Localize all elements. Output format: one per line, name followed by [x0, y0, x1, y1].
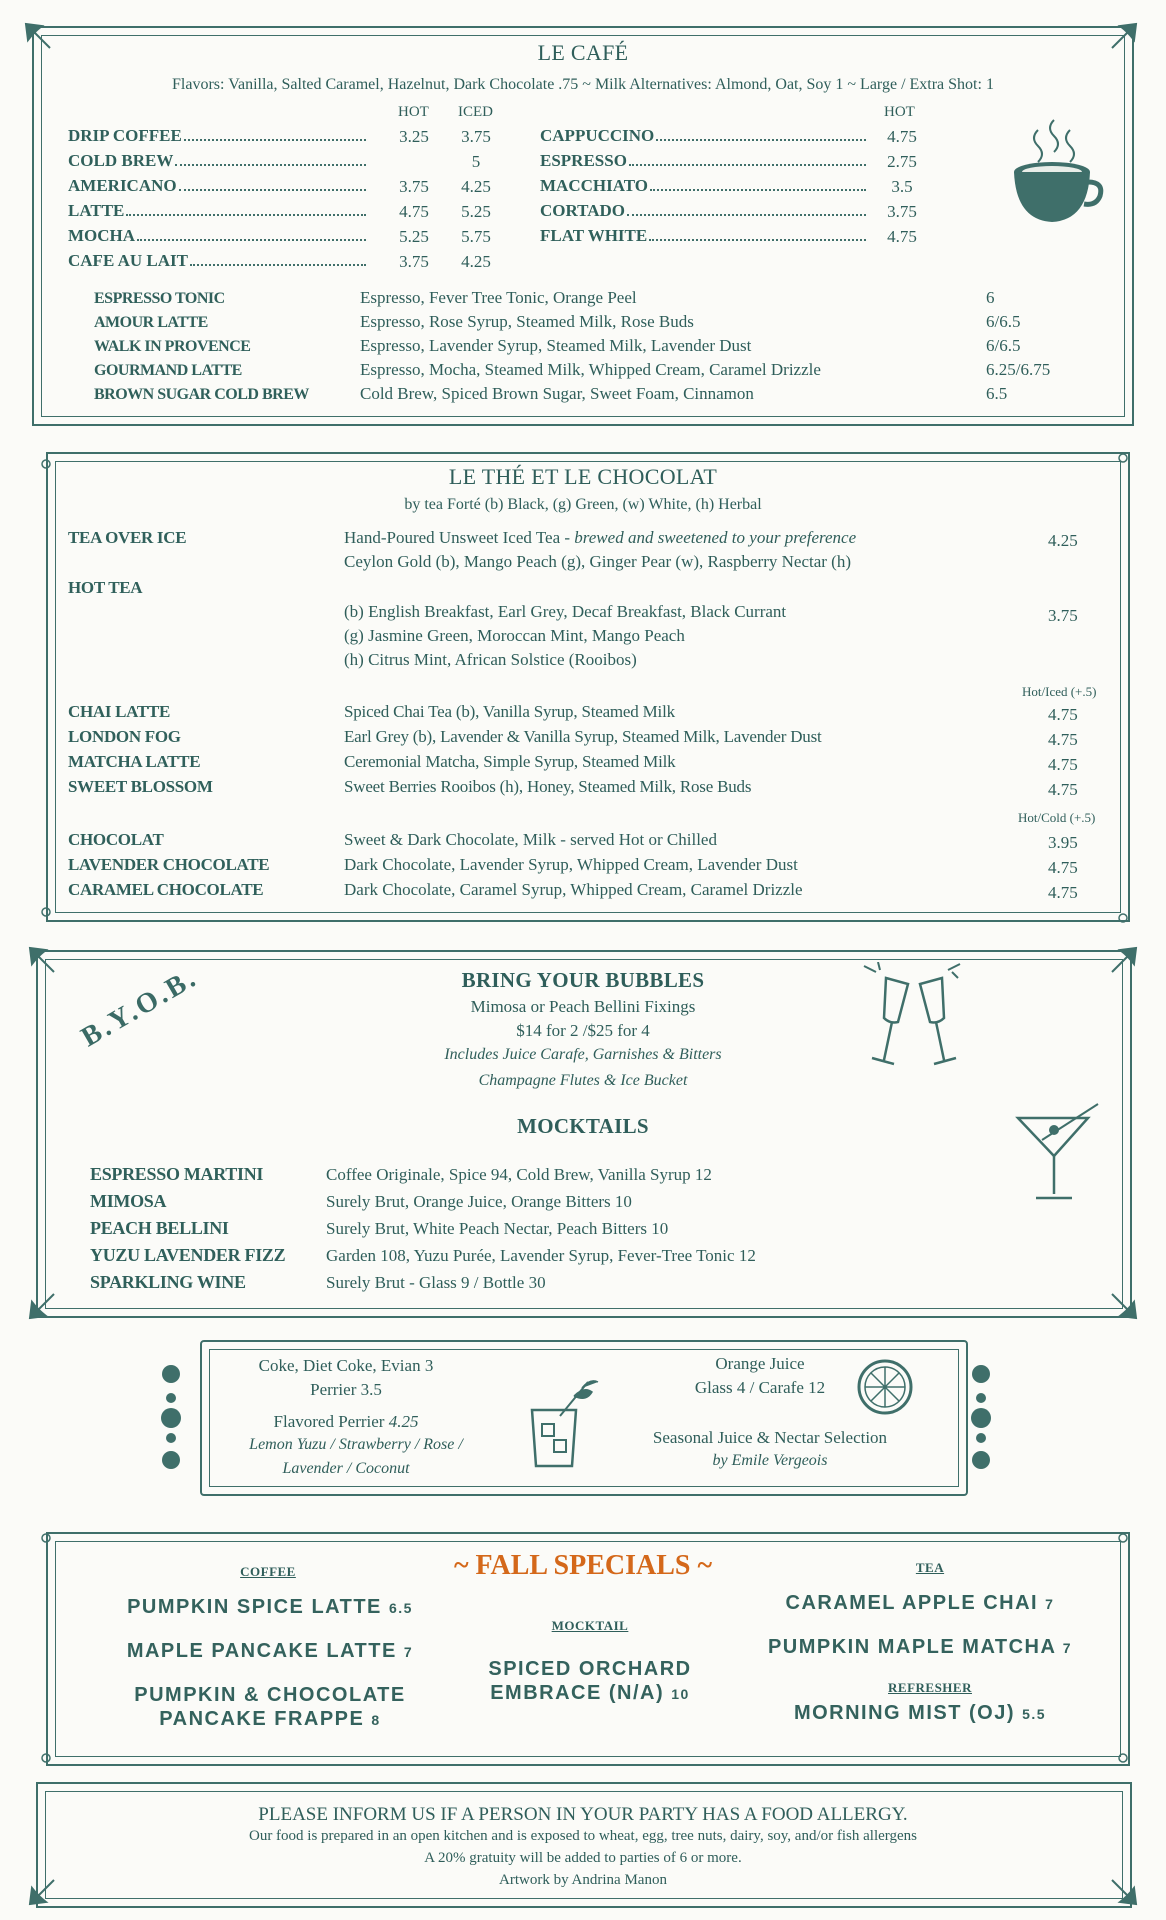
- fall-mocktail-name2: EMBRACE (N/A): [490, 1682, 665, 1704]
- cafe-item-row: [540, 176, 870, 196]
- coke-line: Coke, Diet Coke, Evian 3: [258, 1356, 434, 1375]
- tea-latte-desc: Earl Grey (b), Lavender & Vanilla Syrup, Steamed Milk, Lavender Dust: [344, 727, 822, 746]
- cafe-item-name: CAPPUCCINO: [540, 126, 655, 145]
- fall-coffee-2-price: 7: [403, 1644, 414, 1660]
- fall-mocktail-line1: SPICED ORCHARD: [488, 1658, 692, 1680]
- the-panel: [46, 452, 1130, 922]
- cafe-item-hot-price: 4.75: [399, 202, 429, 221]
- specialty-name: ESPRESSO TONIC: [94, 290, 225, 307]
- fall-coffee-1-price: 6.5: [388, 1600, 413, 1616]
- tea-latte-desc: Spiced Chai Tea (b), Vanilla Syrup, Steamed Milk: [344, 702, 675, 721]
- the-title: LE THÉ ET LE CHOCOLAT: [448, 464, 718, 489]
- byob-line3: Includes Juice Carafe, Garnishes & Bitters: [444, 1046, 722, 1063]
- chocolate-price: 3.95: [1048, 833, 1078, 852]
- chocolate-note: Hot/Cold (+.5): [1018, 810, 1096, 825]
- hot-tea-price: 3.75: [1048, 606, 1078, 625]
- mocktail-name: ESPRESSO MARTINI: [90, 1164, 264, 1184]
- cafe-item-row: [540, 126, 870, 146]
- specialty-desc: Espresso, Lavender Syrup, Steamed Milk, Lavender Dust: [360, 336, 752, 355]
- perrier-flavors-2: Lavender / Coconut: [282, 1460, 410, 1477]
- hot-tea-line1: (b) English Breakfast, Earl Grey, Decaf Breakfast, Black Currant: [344, 602, 787, 621]
- cafe-item-hot-price: 3.25: [399, 127, 429, 146]
- chocolate-name: CHOCOLAT: [68, 830, 164, 849]
- leaf-ornament-icon: [1104, 1286, 1138, 1320]
- cafe-flavors: Flavors: Vanilla, Salted Caramel, Hazelnut, Dark Chocolate .75 ~ Milk Alternatives: Almond, Oat, Soy 1 ~ Large / Extra Shot: 1: [172, 76, 994, 93]
- cafe-item-name: MACCHIATO: [540, 176, 648, 195]
- cafe-item-hot-price: 3.5: [891, 177, 913, 196]
- tea-latte-desc: Sweet Berries Rooibos (h), Honey, Steamed Milk, Rose Buds: [344, 777, 752, 796]
- byob-badge: B.Y.O.B.: [76, 961, 204, 1054]
- fall-coffee-3-price: 8: [371, 1712, 381, 1728]
- specialty-price: 6: [986, 288, 995, 307]
- tea-latte-name: SWEET BLOSSOM: [68, 777, 213, 796]
- scroll-ornament-icon: [964, 1362, 998, 1470]
- fall-mocktail-price: 10: [671, 1686, 690, 1702]
- cafe-item-name: AMERICANO: [68, 176, 177, 195]
- dotted-leader: [179, 189, 366, 191]
- byob-line2: $14 for 2 /$25 for 4: [516, 1021, 650, 1040]
- specialty-price: 6.25/6.75: [986, 360, 1051, 379]
- dotted-leader: [627, 214, 866, 216]
- cafe-item-hot-price: 5.25: [399, 227, 429, 246]
- tea-over-ice-price: 4.25: [1048, 531, 1078, 550]
- fall-tea-2-name: PUMPKIN MAPLE MATCHA: [767, 1636, 1056, 1658]
- specialty-desc: Espresso, Rose Syrup, Steamed Milk, Rose Buds: [360, 312, 694, 331]
- byob-title: BRING YOUR BUBBLES: [461, 968, 705, 992]
- dotted-leader: [656, 139, 866, 141]
- tea-latte-name: MATCHA LATTE: [68, 752, 201, 771]
- fall-tea-label: TEA: [915, 1560, 945, 1575]
- hot-tea-line3: (h) Citrus Mint, African Solstice (Rooibos): [344, 650, 637, 669]
- fall-tea-1-name: CARAMEL APPLE CHAI: [785, 1592, 1039, 1614]
- tea-over-ice-line1-text: Hand-Poured Unsweet Iced Tea -: [344, 528, 575, 547]
- chocolate-price: 4.75: [1048, 858, 1078, 877]
- tea-latte-price: 4.75: [1048, 755, 1078, 774]
- cafe-item-row: [68, 251, 370, 271]
- mocktails-title: MOCKTAILS: [517, 1114, 649, 1138]
- cafe-item-name: COLD BREW: [68, 151, 174, 170]
- tea-over-ice-line1-italic: brewed and sweetened to your preference: [574, 528, 857, 547]
- fall-coffee-label: COFFEE: [240, 1564, 296, 1579]
- cafe-item-row: [540, 201, 870, 221]
- cafe-item-iced-price: 4.25: [461, 252, 491, 271]
- footer-gratuity-note: A 20% gratuity will be added to parties of 6 or more.: [424, 1850, 742, 1866]
- perrier-flavors-1: Lemon Yuzu / Strawberry / Rose /: [249, 1436, 463, 1453]
- specialty-price: 6/6.5: [986, 336, 1021, 355]
- circle-ornament-icon: [40, 906, 52, 918]
- dotted-leader: [629, 164, 866, 166]
- cafe-item-iced-price: 5.75: [461, 227, 491, 246]
- circle-ornament-icon: [40, 1532, 52, 1544]
- flavored-perrier-label: Flavored Perrier: [273, 1412, 389, 1431]
- dotted-leader: [190, 264, 366, 266]
- tea-latte-price: 4.75: [1048, 780, 1078, 799]
- tea-latte-name: CHAI LATTE: [68, 702, 171, 721]
- fall-mocktail-line2: [430, 1682, 750, 1705]
- lattes-note: Hot/Iced (+.5): [1022, 684, 1097, 699]
- circle-ornament-icon: [1117, 452, 1129, 464]
- mocktail-name: SPARKLING WINE: [90, 1272, 246, 1292]
- mocktail-name: YUZU LAVENDER FIZZ: [90, 1245, 286, 1265]
- fall-tea-2: [720, 1636, 1120, 1659]
- specialty-name: WALK IN PROVENCE: [94, 338, 251, 355]
- fall-refresher: [720, 1702, 1120, 1725]
- cafe-item-hot-price: 4.75: [887, 127, 917, 146]
- cafe-item-hot-price: 3.75: [887, 202, 917, 221]
- col-iced-header: ICED: [458, 104, 493, 120]
- cafe-item-name: CORTADO: [540, 201, 626, 220]
- dotted-leader: [650, 189, 866, 191]
- footer-kitchen-note: Our food is prepared in an open kitchen and is exposed to wheat, egg, tree nuts, dairy, soy, and/or fish allergens: [248, 1828, 917, 1844]
- hot-tea-line2: (g) Jasmine Green, Moroccan Mint, Mango Peach: [344, 626, 685, 645]
- circle-ornament-icon: [1117, 912, 1129, 924]
- cafe-item-row: [540, 226, 870, 246]
- dotted-leader: [126, 214, 366, 216]
- fall-tea-2-price: 7: [1062, 1640, 1073, 1656]
- tea-latte-price: 4.75: [1048, 730, 1078, 749]
- tea-latte-price: 4.75: [1048, 705, 1078, 724]
- fall-refresher-label: REFRESHER: [888, 1680, 972, 1695]
- fall-coffee-2: [60, 1640, 480, 1663]
- leaf-ornament-icon: [28, 1286, 62, 1320]
- dotted-leader: [175, 164, 366, 166]
- col-hot-right-header: HOT: [884, 104, 915, 120]
- chocolate-price: 4.75: [1048, 883, 1078, 902]
- footer-panel: [36, 1782, 1132, 1908]
- fall-coffee-3-name2: PANCAKE FRAPPE: [159, 1708, 365, 1730]
- fall-refresher-name: MORNING MIST (OJ): [793, 1702, 1015, 1724]
- allergy-notice: PLEASE INFORM US IF A PERSON IN YOUR PARTY HAS A FOOD ALLERGY.: [258, 1804, 908, 1825]
- tea-latte-desc: Ceremonial Matcha, Simple Syrup, Steamed Milk: [344, 752, 676, 771]
- coffee-cup-icon: [1008, 110, 1104, 234]
- dotted-leader: [184, 139, 366, 141]
- cafe-item-row: [540, 151, 870, 171]
- mocktail-desc: Surely Brut, White Peach Nectar, Peach Bitters 10: [326, 1219, 669, 1238]
- fall-tea-1-price: 7: [1045, 1596, 1055, 1612]
- specialty-name: BROWN SUGAR COLD BREW: [94, 386, 309, 403]
- orange-juice-line: Orange Juice: [715, 1354, 805, 1373]
- cafe-item-iced-price: 4.25: [461, 177, 491, 196]
- mocktail-name: MIMOSA: [90, 1191, 167, 1211]
- footer-artwork-credit: Artwork by Andrina Manon: [499, 1872, 667, 1888]
- chocolate-name: CARAMEL CHOCOLATE: [68, 880, 264, 899]
- specialty-name: GOURMAND LATTE: [94, 362, 242, 379]
- flavored-perrier-line: [216, 1412, 476, 1432]
- cafe-item-hot-price: 2.75: [887, 152, 917, 171]
- mocktail-desc: Surely Brut, Orange Juice, Orange Bitters 10: [326, 1192, 632, 1211]
- fall-tea-1: [720, 1592, 1120, 1615]
- cafe-item-name: MOCHA: [68, 226, 136, 245]
- dotted-leader: [649, 239, 866, 241]
- specialty-desc: Cold Brew, Spiced Brown Sugar, Sweet Foam, Cinnamon: [360, 384, 754, 403]
- specialty-name: AMOUR LATTE: [94, 314, 208, 331]
- specialty-desc: Espresso, Fever Tree Tonic, Orange Peel: [360, 288, 637, 307]
- cafe-item-hot-price: 4.75: [887, 227, 917, 246]
- specialty-price: 6.5: [986, 384, 1008, 403]
- specialty-price: 6/6.5: [986, 312, 1021, 331]
- scroll-ornament-icon: [154, 1362, 188, 1470]
- cafe-item-hot-price: 3.75: [399, 252, 429, 271]
- mocktail-desc: Surely Brut - Glass 9 / Bottle 30: [326, 1273, 546, 1292]
- chocolate-desc: Dark Chocolate, Caramel Syrup, Whipped Cream, Caramel Drizzle: [344, 880, 803, 899]
- cafe-item-row: [68, 226, 370, 246]
- mocktail-desc: Coffee Originale, Spice 94, Cold Brew, Vanilla Syrup 12: [326, 1165, 712, 1184]
- orange-juice-price: Glass 4 / Carafe 12: [694, 1378, 826, 1397]
- cafe-item-name: ESPRESSO: [540, 151, 627, 170]
- specialty-desc: Espresso, Mocha, Steamed Milk, Whipped Cream, Caramel Drizzle: [360, 360, 821, 379]
- seasonal-juice-by: by Emile Vergeois: [712, 1452, 828, 1469]
- fall-coffee-3-line1: PUMPKIN & CHOCOLATE: [134, 1684, 406, 1706]
- tea-over-ice-name: TEA OVER ICE: [68, 528, 187, 547]
- fall-coffee-1-name: PUMPKIN SPICE LATTE: [127, 1596, 382, 1618]
- flavored-perrier-price: 4.25: [388, 1412, 419, 1431]
- circle-ornament-icon: [1117, 1752, 1129, 1764]
- fall-coffee-1: [60, 1596, 480, 1619]
- cafe-item-name: FLAT WHITE: [540, 226, 648, 245]
- mocktail-desc: Garden 108, Yuzu Purée, Lavender Syrup, Fever-Tree Tonic 12: [326, 1246, 756, 1265]
- tea-over-ice-line2: Ceylon Gold (b), Mango Peach (g), Ginger Pear (w), Raspberry Nectar (h): [344, 552, 852, 571]
- the-subtitle: by tea Forté (b) Black, (g) Green, (w) White, (h) Herbal: [404, 496, 762, 513]
- circle-ornament-icon: [1117, 1532, 1129, 1544]
- cafe-item-row: [68, 176, 370, 196]
- cafe-title: LE CAFÉ: [537, 40, 629, 65]
- cafe-item-hot-price: 3.75: [399, 177, 429, 196]
- fall-mocktail-label: MOCKTAIL: [551, 1618, 629, 1633]
- chocolate-desc: Sweet & Dark Chocolate, Milk - served Hot or Chilled: [344, 830, 717, 849]
- cafe-item-name: DRIP COFFEE: [68, 126, 182, 145]
- iced-drink-icon: [526, 1376, 606, 1472]
- cafe-item-row: [68, 151, 370, 171]
- fall-coffee-3-line2: [60, 1708, 480, 1731]
- circle-ornament-icon: [40, 1752, 52, 1764]
- col-hot-header: HOT: [398, 104, 429, 120]
- chocolate-name: LAVENDER CHOCOLATE: [68, 855, 270, 874]
- fall-specials-title: ~ FALL SPECIALS ~: [453, 1550, 713, 1581]
- perrier-line: Perrier 3.5: [310, 1380, 382, 1399]
- byob-line4: Champagne Flutes & Ice Bucket: [478, 1072, 688, 1089]
- cafe-item-row: [68, 201, 370, 221]
- tea-over-ice-line1: [344, 528, 856, 548]
- chocolate-desc: Dark Chocolate, Lavender Syrup, Whipped Cream, Lavender Dust: [344, 855, 798, 874]
- cafe-item-iced-price: 5: [471, 152, 481, 171]
- cafe-item-row: [68, 126, 370, 146]
- orange-slice-icon: [854, 1356, 916, 1418]
- cafe-item-iced-price: 3.75: [461, 127, 491, 146]
- byob-line1: Mimosa or Peach Bellini Fixings: [470, 997, 696, 1016]
- cafe-item-name: CAFE AU LAIT: [68, 251, 188, 270]
- cafe-item-name: LATTE: [68, 201, 125, 220]
- cafe-item-iced-price: 5.25: [461, 202, 491, 221]
- fall-refresher-price: 5.5: [1022, 1706, 1047, 1722]
- mocktail-name: PEACH BELLINI: [90, 1218, 229, 1238]
- dotted-leader: [137, 239, 366, 241]
- hot-tea-name: HOT TEA: [68, 578, 143, 597]
- tea-latte-name: LONDON FOG: [68, 727, 181, 746]
- martini-glass-icon: [1012, 1100, 1102, 1204]
- fall-coffee-2-name: MAPLE PANCAKE LATTE: [126, 1640, 397, 1662]
- seasonal-juice-line: Seasonal Juice & Nectar Selection: [652, 1428, 888, 1447]
- champagne-glasses-icon: [862, 962, 966, 1074]
